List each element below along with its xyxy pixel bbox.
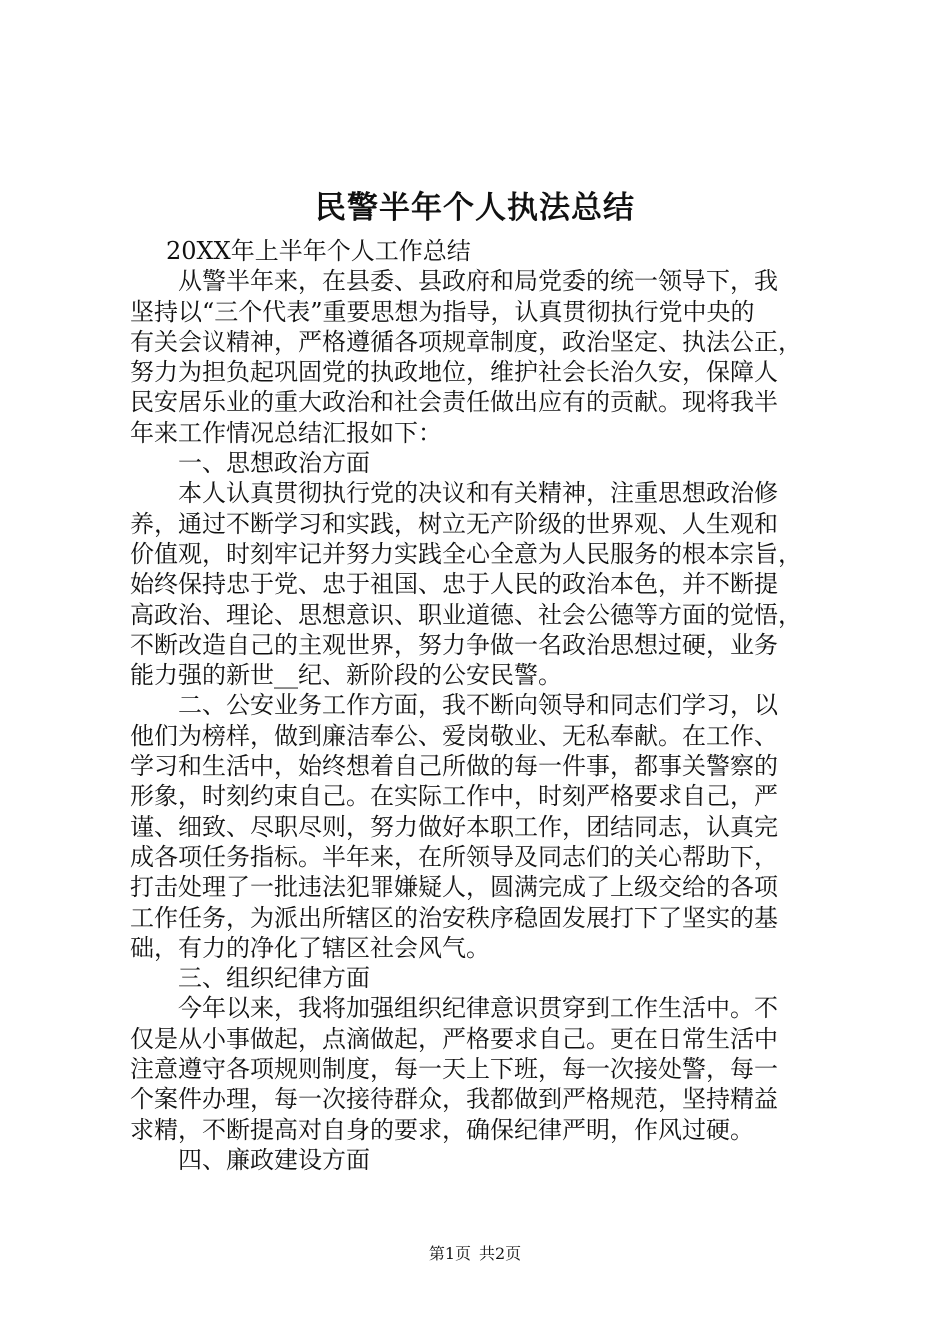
document-title: 民警半年个人执法总结 <box>315 190 635 226</box>
body-line: 学习和生活中，始终想着自己所做的每一件事，都事关警察的 <box>130 752 778 781</box>
body-line: 能力强的新世__纪、新阶段的公安民警。 <box>130 661 562 690</box>
body-line: 始终保持忠于党、忠于祖国、忠于人民的政治本色，并不断提 <box>130 570 778 599</box>
body-line: 四、廉政建设方面 <box>178 1145 370 1174</box>
body-line: 养，通过不断学习和实践，树立无产阶级的世界观、人生观和 <box>130 509 778 538</box>
body-line: 本人认真贯彻执行党的决议和有关精神，注重思想政治修 <box>178 479 778 508</box>
body-line: 谨、细致、尽职尽则，努力做好本职工作，团结同志，认真完 <box>130 812 778 841</box>
body-line: 工作任务，为派出所辖区的治安秩序稳固发展打下了坚实的基 <box>130 903 778 932</box>
body-line: 打击处理了一批违法犯罪嫌疑人，圆满完成了上级交给的各项 <box>130 873 778 902</box>
body-line: 注意遵守各项规则制度，每一天上下班，每一次接处警，每一 <box>130 1055 778 1084</box>
body-line: 成各项任务指标。半年来，在所领导及同志们的关心帮助下， <box>130 842 778 871</box>
body-line: 形象，时刻约束自己。在实际工作中，时刻严格要求自己，严 <box>130 782 778 811</box>
document-body <box>130 236 830 1175</box>
body-line: 不断改造自己的主观世界，努力争做一名政治思想过硬，业务 <box>130 630 778 659</box>
body-line: 20XX年上半年个人工作总结 <box>166 237 471 265</box>
body-line: 从警半年来，在县委、县政府和局党委的统一领导下，我 <box>178 267 778 296</box>
body-line: 年来工作情况总结汇报如下： <box>130 418 442 447</box>
page-total: 共2页 <box>479 1244 522 1263</box>
body-line: 求精，不断提高对自身的要求，确保纪律严明，作风过硬。 <box>130 1115 754 1144</box>
body-line: 今年以来，我将加强组织纪律意识贯穿到工作生活中。不 <box>178 994 778 1023</box>
body-line: 他们为榜样，做到廉洁奉公、爱岗敬业、无私奉献。在工作、 <box>130 721 778 750</box>
page-footer <box>0 1243 950 1265</box>
body-line: 础，有力的净化了辖区社会风气。 <box>130 933 490 962</box>
body-line: 民安居乐业的重大政治和社会责任做出应有的贡献。现将我半 <box>130 388 778 417</box>
body-line: 有关会议精神，严格遵循各项规章制度，政治坚定、执法公正， <box>130 327 802 356</box>
body-line: 努力为担负起巩固党的执政地位，维护社会长治久安，保障人 <box>130 358 778 387</box>
body-line: 三、组织纪律方面 <box>178 964 370 993</box>
body-line: 坚持以“三个代表”重要思想为指导，认真贯彻执行党中央的 <box>130 297 755 326</box>
body-line: 价值观，时刻牢记并努力实践全心全意为人民服务的根本宗旨， <box>130 539 802 568</box>
body-line: 一、思想政治方面 <box>178 449 370 478</box>
page-number: 第1页 <box>428 1244 471 1263</box>
body-line: 二、公安业务工作方面，我不断向领导和同志们学习，以 <box>178 691 778 720</box>
body-line: 高政治、理论、思想意识、职业道德、社会公德等方面的觉悟， <box>130 600 802 629</box>
body-line: 仅是从小事做起，点滴做起，严格要求自己。更在日常生活中 <box>130 1024 778 1053</box>
body-line: 个案件办理，每一次接待群众，我都做到严格规范，坚持精益 <box>130 1085 778 1114</box>
